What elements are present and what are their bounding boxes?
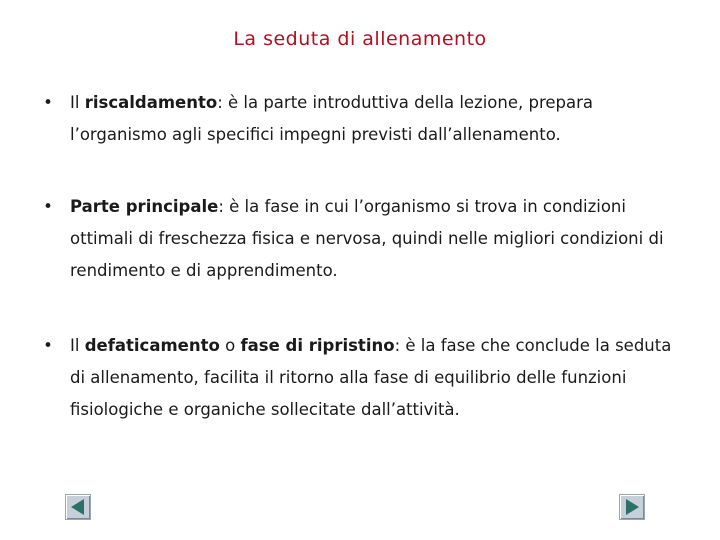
- text-segment: o: [219, 336, 241, 355]
- text-segment: Il: [70, 336, 85, 355]
- previous-slide-button[interactable]: [65, 494, 91, 520]
- list-item-text: [70, 87, 682, 151]
- term-defaticamento: defaticamento: [84, 336, 220, 355]
- bullet: •: [43, 93, 53, 112]
- bullet: •: [43, 197, 53, 216]
- text-segment: : è la fase in cui l’organismo si trova in condizioni ottimali di freschezza fisica e nervosa, quindi nelle migliori condizioni di rendimento e di apprendimento.: [70, 197, 664, 280]
- triangle-right-icon: [623, 498, 641, 516]
- list-item-parte-principale: [42, 191, 682, 287]
- triangle-left-icon: [69, 498, 87, 516]
- next-slide-button[interactable]: [619, 494, 645, 520]
- page-title: La seduta di allenamento: [233, 28, 487, 50]
- term-fase-di-ripristino: fase di ripristino: [240, 336, 395, 355]
- term-riscaldamento: riscaldamento: [84, 93, 218, 112]
- list-item-text: [70, 330, 682, 426]
- list-item-riscaldamento: [42, 87, 682, 151]
- text-segment: : è la fase che conclude la seduta di allenamento, facilita il ritorno alla fase di equilibrio delle funzioni fisiologiche e organiche sollecitate dall’attività.: [70, 336, 672, 419]
- text-segment: Il: [70, 93, 85, 112]
- list-item-text: [70, 191, 682, 287]
- text-segment: : è la parte introduttiva della lezione, prepara l’organismo agli specifici impegni previsti dall’allenamento.: [70, 93, 594, 144]
- list-item-defaticamento: [42, 330, 682, 426]
- term-parte-principale: Parte principale: [70, 197, 219, 216]
- bullet: •: [43, 336, 53, 355]
